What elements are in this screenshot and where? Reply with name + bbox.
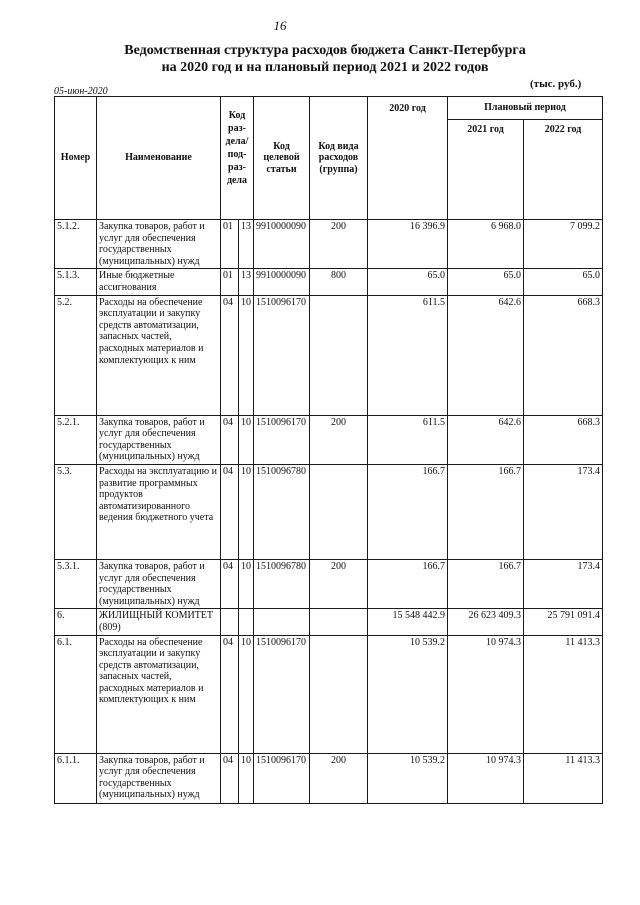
row-expense-type: 200 (310, 415, 368, 464)
row-target-code: 1510096170 (254, 415, 310, 464)
row-podrazdel (239, 609, 254, 635)
row-razdel: 04 (221, 464, 239, 559)
row-name: Закупка товаров, работ и услуг для обеспечения государственных (муниципальных) нужд (97, 559, 221, 608)
row-value-2020: 611.5 (368, 415, 448, 464)
row-value-2022: 7 099.2 (524, 220, 603, 269)
row-name: Закупка товаров, работ и услуг для обеспечения государственных (муниципальных) нужд (97, 415, 221, 464)
row-value-2022: 668.3 (524, 415, 603, 464)
row-expense-type: 200 (310, 753, 368, 803)
row-expense-type (310, 464, 368, 559)
row-target-code: 1510096780 (254, 559, 310, 608)
row-expense-type: 200 (310, 559, 368, 608)
row-razdel: 04 (221, 753, 239, 803)
header-year-2022: 2022 год (524, 120, 603, 220)
header-name: Наименование (97, 97, 221, 220)
row-value-2022: 11 413.3 (524, 753, 603, 803)
units-label: (тыс. руб.) (530, 78, 582, 90)
row-value-2021: 26 623 409.3 (448, 609, 524, 635)
row-number: 5.2.1. (55, 415, 97, 464)
row-podrazdel: 10 (239, 464, 254, 559)
row-number: 5.1.2. (55, 220, 97, 269)
table-row (55, 269, 603, 295)
report-date: 05-июн-2020 (54, 86, 108, 97)
row-value-2021: 166.7 (448, 559, 524, 608)
row-podrazdel: 13 (239, 269, 254, 295)
row-value-2020: 166.7 (368, 559, 448, 608)
row-value-2022: 173.4 (524, 464, 603, 559)
row-value-2022: 25 791 091.4 (524, 609, 603, 635)
row-number: 6.1. (55, 635, 97, 753)
row-razdel: 04 (221, 559, 239, 608)
table-row (55, 295, 603, 415)
row-podrazdel: 10 (239, 295, 254, 415)
row-podrazdel: 10 (239, 559, 254, 608)
row-value-2020: 16 396.9 (368, 220, 448, 269)
row-podrazdel: 10 (239, 753, 254, 803)
row-target-code: 9910000090 (254, 220, 310, 269)
row-name: Расходы на обеспечение эксплуатации и закупку средств автоматизации, запасных частей, расходных материалов и комплектующих к ним (97, 295, 221, 415)
table-row (55, 464, 603, 559)
budget-table (54, 96, 603, 804)
row-razdel (221, 609, 239, 635)
row-razdel: 01 (221, 220, 239, 269)
row-number: 5.3.1. (55, 559, 97, 608)
row-target-code: 1510096170 (254, 635, 310, 753)
row-value-2021: 166.7 (448, 464, 524, 559)
row-name: ЖИЛИЩНЫЙ КОМИТЕТ (809) (97, 609, 221, 635)
row-razdel: 04 (221, 635, 239, 753)
row-value-2020: 611.5 (368, 295, 448, 415)
row-value-2022: 173.4 (524, 559, 603, 608)
row-value-2021: 65.0 (448, 269, 524, 295)
row-target-code: 9910000090 (254, 269, 310, 295)
table-row (55, 415, 603, 464)
row-name: Расходы на обеспечение эксплуатации и закупку средств автоматизации, запасных частей, расходных материалов и комплектующих к ним (97, 635, 221, 753)
row-podrazdel: 10 (239, 415, 254, 464)
table-row (55, 559, 603, 608)
row-value-2021: 10 974.3 (448, 635, 524, 753)
table-row (55, 635, 603, 753)
document-title-line-1: Ведомственная структура расходов бюджета Санкт-Петербурга (124, 43, 526, 58)
row-value-2020: 166.7 (368, 464, 448, 559)
row-value-2022: 65.0 (524, 269, 603, 295)
row-number: 5.1.3. (55, 269, 97, 295)
header-year-2020: 2020 год (368, 97, 448, 220)
row-target-code: 1510096170 (254, 753, 310, 803)
row-expense-type (310, 609, 368, 635)
row-value-2021: 642.6 (448, 295, 524, 415)
page-number: 16 (273, 18, 287, 33)
row-target-code: 1510096170 (254, 295, 310, 415)
document-title-line-2: на 2020 год и на плановый период 2021 и 2022 годов (161, 60, 489, 75)
row-target-code (254, 609, 310, 635)
row-expense-type (310, 295, 368, 415)
header-year-2021: 2021 год (448, 120, 524, 220)
header-expense-type: Код вида расходов (группа) (310, 97, 368, 220)
row-number: 6. (55, 609, 97, 635)
header-target-code: Код целевой статьи (254, 97, 310, 220)
row-name: Иные бюджетные ассигнования (97, 269, 221, 295)
row-value-2020: 10 539.2 (368, 753, 448, 803)
row-name: Закупка товаров, работ и услуг для обеспечения государственных (муниципальных) нужд (97, 753, 221, 803)
header-razdel: Код раз-дела/ под-раз-дела (221, 97, 254, 220)
row-razdel: 04 (221, 415, 239, 464)
row-value-2020: 15 548 442.9 (368, 609, 448, 635)
row-expense-type (310, 635, 368, 753)
header-plan-period: Плановый период (448, 97, 603, 120)
row-value-2021: 642.6 (448, 415, 524, 464)
row-razdel: 01 (221, 269, 239, 295)
row-expense-type: 200 (310, 220, 368, 269)
row-number: 5.2. (55, 295, 97, 415)
row-number: 5.3. (55, 464, 97, 559)
row-number: 6.1.1. (55, 753, 97, 803)
row-value-2020: 65.0 (368, 269, 448, 295)
row-podrazdel: 10 (239, 635, 254, 753)
header-number: Номер (55, 97, 97, 220)
row-name: Закупка товаров, работ и услуг для обеспечения государственных (муниципальных) нужд (97, 220, 221, 269)
row-value-2022: 668.3 (524, 295, 603, 415)
row-value-2022: 11 413.3 (524, 635, 603, 753)
row-value-2021: 6 968.0 (448, 220, 524, 269)
row-name: Расходы на эксплуатацию и развитие программных продуктов автоматизированного ведения бюджетного учета (97, 464, 221, 559)
table-row (55, 753, 603, 803)
row-podrazdel: 13 (239, 220, 254, 269)
table-row (55, 220, 603, 269)
table-row (55, 609, 603, 635)
header-row-1 (55, 97, 603, 120)
row-value-2020: 10 539.2 (368, 635, 448, 753)
row-value-2021: 10 974.3 (448, 753, 524, 803)
row-expense-type: 800 (310, 269, 368, 295)
row-target-code: 1510096780 (254, 464, 310, 559)
row-razdel: 04 (221, 295, 239, 415)
